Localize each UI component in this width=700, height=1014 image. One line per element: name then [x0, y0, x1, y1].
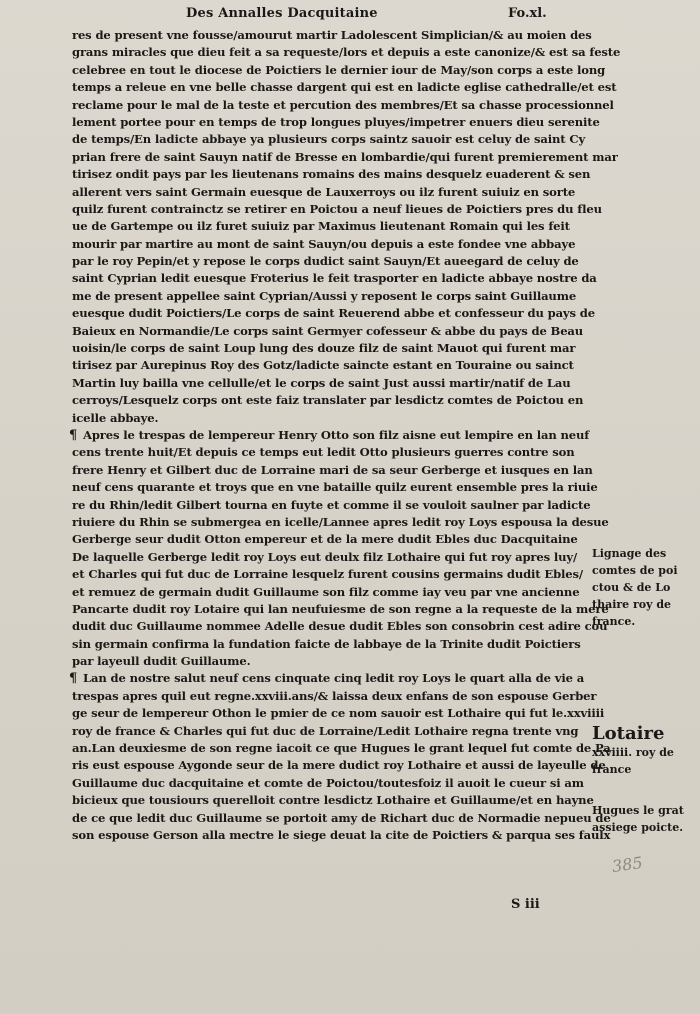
text-line: son espouse Gerson alla mectre le siege deuat la cite de Poictiers & parqua ses faulx — [72, 827, 611, 842]
text-line: an.Lan deuxiesme de son regne iacoit ce que Hugues le grant lequel fut comte de Pa — [72, 741, 611, 756]
margin-note-hugues — [592, 802, 700, 836]
text-line: neuf cens quarante et troys que en vne bataille quilz eurent ensemble pres la riuie — [72, 480, 598, 495]
margin-line: comtes de poi — [592, 564, 678, 577]
text-line: sin germain confirma la fundation faicte de labbaye de la Trinite dudit Poictiers — [72, 636, 581, 651]
text-line: icelle abbaye. — [72, 410, 159, 425]
main-text-column — [69, 27, 621, 844]
text-line: me de present appellee saint Cyprian/Aussi y reposent le corps saint Guillaume — [72, 288, 577, 303]
text-line: frere Henry et Gilbert duc de Lorraine mari de sa seur Gerberge et iusques en lan — [72, 462, 593, 477]
text-line: euesque dudit Poictiers/Le corps de saint Reuerend abbe et confesseur du pays de — [72, 306, 595, 321]
text-line: saint Cyprian ledit euesque Froterius le feit trasporter en ladicte abbaye nostre da — [72, 271, 597, 286]
text-line: Baieux en Normandie/Le corps saint Germyer cofesseur & abbe du pays de Beau — [72, 323, 584, 338]
text-line: dudit duc Guillaume nommee Adelle desue dudit Ebles son consobrin cest adire cou — [72, 619, 608, 634]
text-line: cens trente huit/Et depuis ce temps eut ledit Otto plusieurs guerres contre son — [72, 445, 575, 460]
text-line: mourir par martire au mont de saint Sauyn/ou depuis a este fondee vne abbaye — [72, 236, 576, 251]
text-line: riuiere du Rhin se submergea en icelle/Lannee apres ledit roy Loys espousa la desue — [72, 514, 609, 529]
text-line: Gerberge seur dudit Otton empereur et de la mere dudit Ebles duc Dacquitaine — [72, 532, 578, 547]
text-line: Martin luy bailla vne cellulle/et le corps de saint Just aussi martir/natif de Lau — [72, 375, 571, 390]
text-line: res de present vne fousse/amourut martir Ladolescent Simplician/& au moien des — [72, 28, 592, 42]
text-line: re du Rhin/ledit Gilbert tourna en fuyte et comme il se vouloit saulner par ladicte — [72, 497, 591, 512]
text-line: et Charles qui fut duc de Lorraine lesquelz furent cousins germains dudit Ebles/ — [72, 567, 583, 582]
signature-mark: S iii — [511, 897, 540, 912]
text-line: reclame pour le mal de la teste et percution des membres/Et sa chasse processionnel — [72, 97, 614, 112]
margin-line: assiege poicte. — [592, 821, 684, 834]
margin-line: ctou & de Lo — [592, 581, 671, 594]
margin-line: france — [592, 763, 632, 776]
paragraphs — [69, 27, 621, 844]
text-line: prian frere de saint Sauyn natif de Bresse en lombardie/qui furent premierement mar — [72, 149, 618, 164]
text-line: allerent vers saint Germain euesque de Lauxerroys ou ilz furent suiuiz en sorte — [72, 184, 576, 199]
folio-number: Fo.xl. — [508, 6, 547, 21]
margin-note-lignage — [592, 545, 700, 630]
paragraph-mark-icon: ¶ — [69, 671, 78, 687]
text-line: ue de Gartempe ou ilz furet suiuiz par Maximus lieutenant Romain qui les feit — [72, 219, 570, 234]
text-line: grans miracles que dieu feit a sa requeste/lors et depuis a este canonize/& est sa feste — [72, 45, 621, 60]
text-line: temps a releue en vne belle chasse dargent qui est en ladicte eglise cathedralle/et est — [72, 80, 617, 95]
text-line: et remuez de germain dudit Guillaume son filz comme iay veu par vne ancienne — [72, 584, 580, 599]
text-line: bicieux que tousiours querelloit contre lesdictz Lothaire et Guillaume/et en hayne — [72, 793, 594, 808]
paragraph-mark-icon: ¶ — [69, 427, 78, 443]
margin-line: Hugues le grat — [592, 804, 684, 817]
margin-line: Lignage des — [592, 547, 667, 560]
text-line: ge seur de lempereur Othon le pmier de ce nom sauoir est Lothaire qui fut le.xxviiii — [72, 706, 605, 721]
margin-heading: Lotaire — [592, 723, 665, 744]
text-line: Pancarte dudit roy Lotaire qui lan neufuiesme de son regne a la requeste de la mere — [72, 601, 609, 616]
margin-note-lotaire — [592, 724, 700, 778]
text-line: cerroys/Lesquelz corps ont este faiz translater par lesdictz comtes de Poictou en — [72, 393, 584, 408]
text-line: quilz furent contrainctz se retirer en Poictou a neuf lieues de Poictiers pres du fleu — [72, 201, 602, 216]
text-line — [69, 427, 590, 444]
text-line: celebree en tout le diocese de Poictiers le dernier iour de May/son corps a este long — [72, 62, 606, 77]
text-line: de temps/En ladicte abbaye ya plusieurs corps saintz sauoir est celuy de saint Cy — [72, 132, 586, 147]
text-line: tirisez par Aurepinus Roy des Gotz/ladicte saincte estant en Touraine ou sainct — [72, 358, 574, 373]
margin-line: thaire roy de — [592, 598, 672, 611]
text-line: de ce que ledit duc Guillaume se portoit amy de Richart duc de Normadie nepueu de — [72, 810, 611, 825]
text-line: lement portee pour en temps de trop longues pluyes/impetrer enuers dieu serenite — [72, 114, 600, 129]
handwritten-number: 385 — [610, 852, 644, 877]
margin-line: xxviiii. roy de — [592, 746, 674, 759]
text-line: tirisez ondit pays par les lieutenans romains des mains desquelz euaderent & sen — [72, 167, 591, 182]
text-line — [69, 670, 590, 687]
text-line: De laquelle Gerberge ledit roy Loys eut deulx filz Lothaire qui fut roy apres luy/ — [72, 549, 578, 564]
text-line: uoisin/le corps de saint Loup lung des douze filz de saint Mauot qui furent mar — [72, 341, 576, 356]
line-text: Lan de nostre salut neuf cens cinquate cinq ledit roy Loys le quart alla de vie a — [83, 671, 585, 686]
text-line: par le roy Pepin/et y repose le corps dudict saint Sauyn/Et aueegard de celuy de — [72, 254, 579, 269]
text-line: par layeull dudit Guillaume. — [72, 654, 251, 669]
line-text: Apres le trespas de lempereur Henry Otto son filz aisne eut lempire en lan neuf — [83, 427, 590, 442]
text-line: ris eust espouse Aygonde seur de la mere dudict roy Lothaire et aussi de layeulle de — [72, 758, 606, 773]
running-title: Des Annalles Dacquitaine — [186, 6, 378, 21]
text-line: Guillaume duc dacquitaine et comte de Poictou/toutesfoiz il auoit le cueur si am — [72, 775, 584, 790]
margin-line: france. — [592, 615, 636, 628]
text-line: roy de france & Charles qui fut duc de Lorraine/Ledit Lothaire regna trente vng — [72, 723, 579, 738]
text-line: trespas apres quil eut regne.xxviii.ans/& laissa deux enfans de son espouse Gerber — [72, 688, 597, 703]
